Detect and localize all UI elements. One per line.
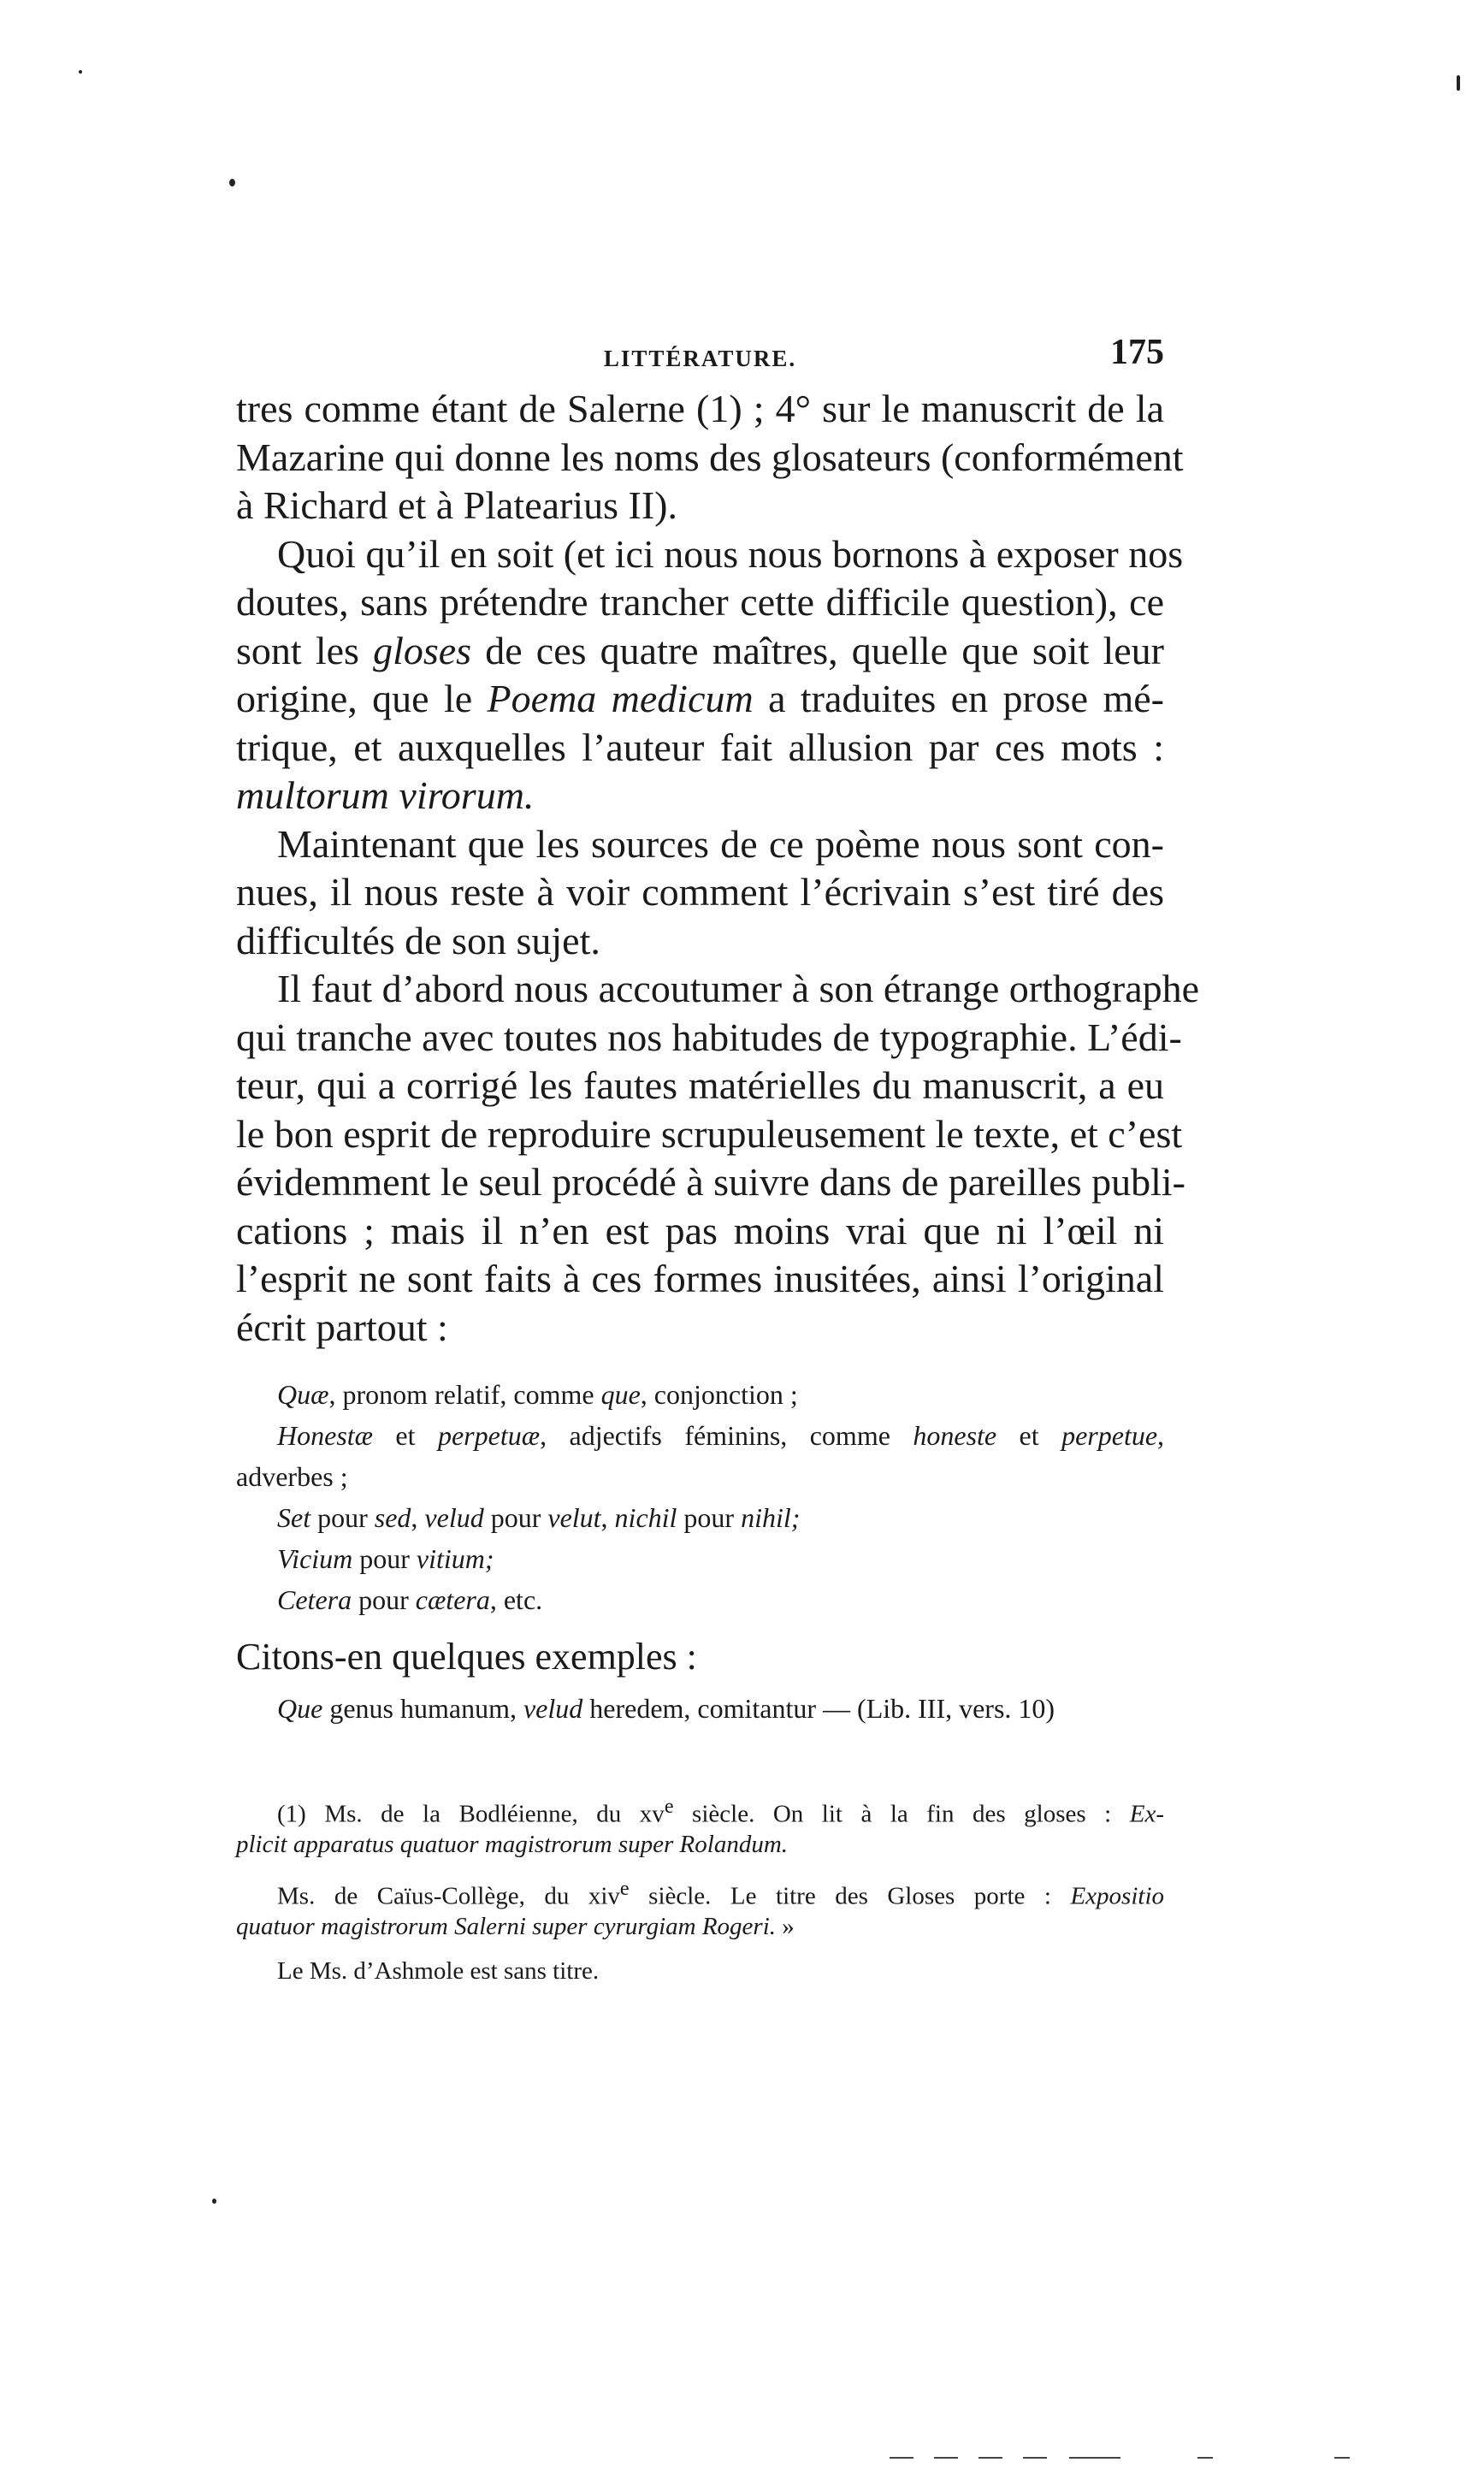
print-speck [212,2199,216,2204]
footnote-line: (1) Ms. de la Bodléienne, du $xv^e$ siècle. On lit à la fin des gloses : Ex- [277,1795,1164,1828]
text-line: sont les gloses de ces quatre maîtres, quelle que soit leur [236,628,1164,672]
print-speck [1457,75,1460,91]
scan-edge-mark [934,2457,958,2459]
text-line: écrit partout : [236,1305,448,1349]
italic-term: gloses [373,628,472,672]
scan-edge-mark [1023,2457,1047,2459]
text-line: multorum virorum. [236,773,535,817]
text-line: l’esprit ne sont faits à ces formes inusitées, ainsi l’original [236,1257,1164,1300]
text-line: Il faut d’abord nous accoutumer à son étrange orthographe [277,967,1200,1010]
text-line: difficultés de son sujet. [236,918,600,962]
text-line: tres comme étant de Salerne (1) ; 4° sur le manuscrit de la [236,387,1164,430]
text-line: le bon esprit de reproduire scrupuleusement le texte, et c’est [236,1111,1183,1156]
footnote-line: quatuor magistrorum Salerni super cyrurgiam Rogeri. » [236,1913,795,1940]
example-line: Vicium pour vitium; [277,1543,494,1574]
text-line: Quoi qu’il en soit (et ici nous nous bornons à exposer nos [277,531,1184,576]
text-line: cations ; mais il n’en est pas moins vrai que ni l’œil ni [236,1208,1164,1252]
spelling-examples [236,1374,1164,1620]
page-header [236,332,1164,383]
text-line: Mazarine qui donne les noms des glosateurs (conformément [236,435,1184,479]
text-line: à Richard et à Platearius II). [236,483,677,527]
page-number: 175 [1110,333,1164,372]
print-speck [229,179,235,186]
example-line: adverbes ; [236,1461,348,1492]
footnote-line: Ms. de Caïus-Collège, du xiv$^e$ siècle. Le titre des Gloses porte : Expositio [277,1877,1164,1910]
text-line: qui tranche avec toutes nos habitudes de typographie. L’édi- [236,1015,1182,1059]
footnotes [236,1788,1164,1990]
print-speck [79,70,82,74]
text-line: trique, et auxquelles l’auteur fait allusion par ces mots : [236,725,1164,769]
scan-edge-mark [1197,2457,1213,2459]
text-line: origine, que le Poema medicum a traduites en prose mé- [236,677,1164,720]
text-line: Maintenant que les sources de ce poème nous sont con- [277,821,1164,866]
text-line: nues, il nous reste à voir comment l’écrivain s’est tiré des [236,870,1164,914]
scan-edge-mark [1069,2457,1120,2459]
body-text [236,385,1200,1730]
scan-edge-mark [978,2457,1002,2459]
footnote-line: plicit apparatus quatuor magistrorum super Rolandum. [236,1831,789,1858]
scan-edge-mark [890,2457,913,2459]
example-line: Honestæ et perpetuæ, adjectifs féminins, comme honeste et perpetue, [277,1420,1165,1451]
example-line: Set pour sed, velud pour velut, nichil pour nihil; [277,1502,801,1533]
italic-term: Poema medicum [487,677,754,720]
scan-edge-mark [1334,2457,1350,2459]
verse-quote: Que genus humanum, velud heredem, comitantur — (Lib. III, vers. 10) [277,1693,1055,1724]
footnote-line: Le Ms. d’Ashmole est sans titre. [277,1957,600,1985]
text-line: doutes, sans prétendre trancher cette difficile question), ce [236,580,1164,624]
example-line: Cetera pour cætera, etc. [277,1584,543,1615]
text-line: teur, qui a corrigé les fautes matérielles du manuscrit, a eu [236,1063,1164,1107]
text-line: évidemment le seul procédé à suivre dans de pareilles publi- [236,1160,1185,1204]
examples-heading: Citons-en quelques exemples : [236,1636,697,1678]
running-head: LITTÉRATURE. [603,346,797,371]
example-line: Quæ, pronom relatif, comme que, conjonction ; [277,1379,798,1410]
